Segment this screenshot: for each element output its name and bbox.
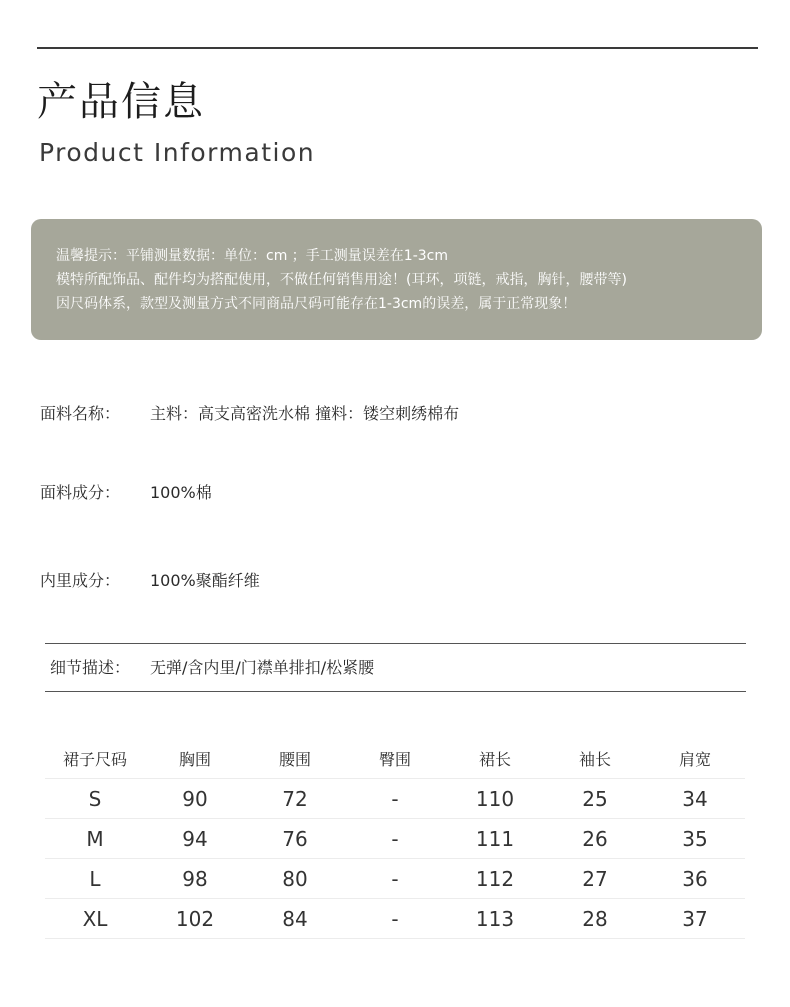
header-skirt-length: 裙长 — [445, 738, 545, 779]
lining-composition-row — [40, 568, 260, 591]
table-cell: M — [45, 819, 145, 859]
table-cell: 102 — [145, 899, 245, 939]
table-cell: 110 — [445, 779, 545, 819]
table-cell: 37 — [645, 899, 745, 939]
table-row — [45, 819, 745, 859]
table-cell: S — [45, 779, 145, 819]
fabric-name-row — [40, 401, 459, 424]
detail-value: 无弹/含内里/门襟单排扣/松紧腰 — [150, 658, 375, 677]
table-cell: - — [345, 899, 445, 939]
table-cell: 35 — [645, 819, 745, 859]
table-cell: 28 — [545, 899, 645, 939]
table-cell: - — [345, 779, 445, 819]
header-hip: 臀围 — [345, 738, 445, 779]
table-row — [45, 779, 745, 819]
table-row — [45, 899, 745, 939]
table-cell: XL — [45, 899, 145, 939]
table-cell: 84 — [245, 899, 345, 939]
notice-line: 因尺码体系，款型及测量方式不同商品尺码可能存在1-3cm的误差，属于正常现象！ — [56, 296, 577, 312]
fabric-composition-row — [40, 480, 212, 503]
size-table-header — [45, 738, 745, 779]
table-cell: - — [345, 819, 445, 859]
table-cell: 90 — [145, 779, 245, 819]
table-cell: L — [45, 859, 145, 899]
fabric-composition-value: 100%棉 — [150, 483, 212, 502]
table-cell: 26 — [545, 819, 645, 859]
notice-box — [31, 219, 762, 340]
fabric-composition-label: 面料成分： — [40, 483, 121, 502]
top-divider — [37, 47, 758, 49]
notice-line: 温馨提示：平铺测量数据：单位：cm ；手工测量误差在1-3cm — [56, 248, 448, 264]
table-cell: 112 — [445, 859, 545, 899]
lining-composition-label: 内里成分： — [40, 571, 121, 590]
page-subtitle: Product Information — [39, 138, 316, 167]
detail-top-divider — [45, 643, 746, 644]
detail-bottom-divider — [45, 691, 746, 692]
detail-label: 细节描述： — [50, 658, 131, 677]
header-waist: 腰围 — [245, 738, 345, 779]
table-cell: 72 — [245, 779, 345, 819]
table-cell: 94 — [145, 819, 245, 859]
table-cell: - — [345, 859, 445, 899]
table-cell: 98 — [145, 859, 245, 899]
header-size: 裙子尺码 — [45, 738, 145, 779]
fabric-name-label: 面料名称： — [40, 404, 121, 423]
lining-composition-value: 100%聚酯纤维 — [150, 571, 260, 590]
header-sleeve-length: 袖长 — [545, 738, 645, 779]
table-cell: 34 — [645, 779, 745, 819]
table-cell: 111 — [445, 819, 545, 859]
table-cell: 36 — [645, 859, 745, 899]
table-cell: 27 — [545, 859, 645, 899]
page-title: 产品信息 — [37, 79, 205, 125]
table-cell: 25 — [545, 779, 645, 819]
header-shoulder-width: 肩宽 — [645, 738, 745, 779]
table-row — [45, 859, 745, 899]
notice-line: 模特所配饰品、配件均为搭配使用，不做任何销售用途！(耳环，项链，戒指，胸针，腰带等) — [56, 272, 627, 288]
header-bust: 胸围 — [145, 738, 245, 779]
table-cell: 76 — [245, 819, 345, 859]
size-table — [45, 738, 745, 939]
fabric-name-value: 主料：高支高密洗水棉 撞料：镂空刺绣棉布 — [150, 404, 460, 423]
detail-row — [50, 655, 374, 678]
table-cell: 80 — [245, 859, 345, 899]
table-cell: 113 — [445, 899, 545, 939]
